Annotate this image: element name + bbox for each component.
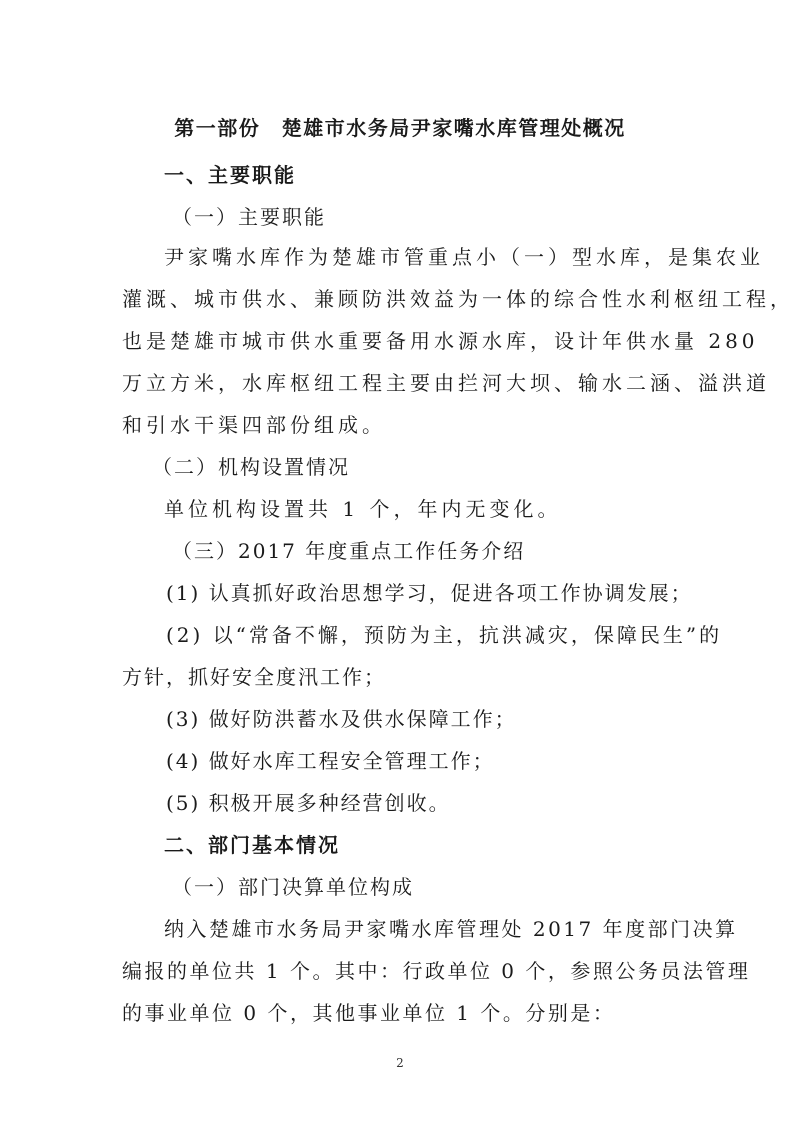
paragraph-line: 和引水干渠四部份组成。 [122,413,386,437]
paragraph-line: 纳入楚雄市水务局尹家嘴水库管理处 2017 年度部门决算 [164,917,738,941]
subsection-heading-unit-composition: （一）部门决算单位构成 [172,875,414,899]
paragraph-line: 单位机构设置共 1 个，年内无变化。 [164,497,562,521]
subsection-heading-key-tasks: （三）2017 年度重点工作任务介绍 [172,539,526,563]
list-item: (1) 认真抓好政治思想学习，促进各项工作协调发展； [166,581,693,605]
paragraph-line: 编报的单位共 1 个。其中：行政单位 0 个，参照公务员法管理 [122,959,751,983]
paragraph-line: 也是楚雄市城市供水重要备用水源水库，设计年供水量 280 [122,329,759,353]
list-item: (5) 积极开展多种经营创收。 [166,791,451,815]
list-item: (3) 做好防洪蓄水及供水保障工作； [166,707,517,731]
section-heading-basic-info: 二、部门基本情况 [164,833,340,857]
page-number: 2 [396,1056,404,1070]
paragraph-line: 万立方米，水库枢纽工程主要由拦河大坝、输水二涵、溢洪道 [122,371,770,395]
section-heading-main-functions: 一、主要职能 [164,163,296,187]
subsection-heading-organization: （二）机构设置情况 [152,455,350,479]
paragraph-line: 灌溉、城市供水、兼顾防洪效益为一体的综合性水利枢纽工程， [122,287,794,311]
subsection-heading-functions: （一）主要职能 [172,205,326,229]
page-title: 第一部份 楚雄市水务局尹家嘴水库管理处概况 [174,116,626,140]
paragraph-line: 的事业单位 0 个，其他事业单位 1 个。分别是： [122,1001,616,1025]
list-item: (2) 以“常备不懈，预防为主，抗洪减灾，保障民生”的 [166,623,723,647]
list-item: (4) 做好水库工程安全管理工作； [166,749,495,773]
paragraph-line: 尹家嘴水库作为楚雄市管重点小（一）型水库，是集农业 [164,245,764,269]
list-item-continuation: 方针，抓好安全度汛工作； [122,665,386,689]
